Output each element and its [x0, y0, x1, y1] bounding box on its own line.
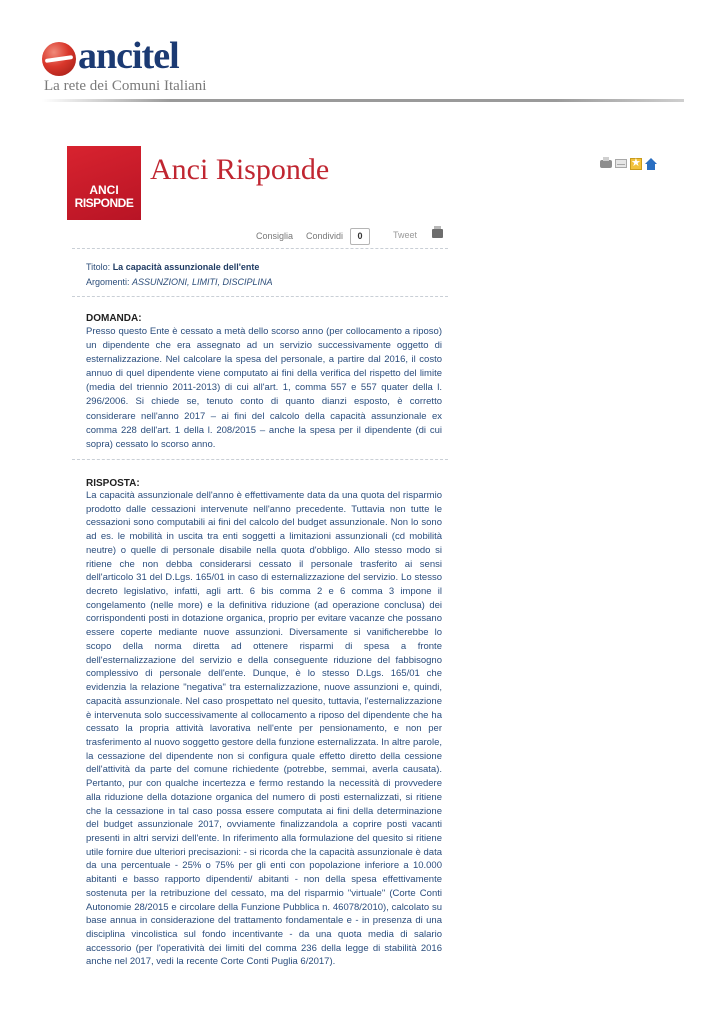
risposta-text [86, 489, 442, 969]
mail-icon[interactable] [615, 159, 627, 168]
domanda-heading: DOMANDA: [86, 313, 142, 324]
article-title-line [86, 262, 259, 272]
badge-line2: RISPONDE [74, 196, 134, 210]
home-icon[interactable] [645, 158, 658, 170]
print-icon[interactable] [600, 160, 612, 168]
divider [72, 459, 448, 460]
banner-title: Anci Risponde [150, 153, 330, 186]
condividi-button[interactable]: Condividi [306, 231, 344, 241]
print-article-icon[interactable] [432, 229, 443, 238]
risposta-heading: RISPOSTA: [86, 478, 140, 489]
domanda-text [86, 325, 442, 452]
titolo-label: Titolo: [86, 262, 113, 272]
article-topics: ASSUNZIONI, LIMITI, DISCIPLINA [132, 277, 273, 287]
tweet-button[interactable]: Tweet [393, 230, 418, 240]
article-title: La capacità assunzionale dell'ente [112, 262, 260, 272]
ancitel-globe-icon [42, 42, 76, 76]
page-toolbar [600, 158, 660, 172]
argomenti-label: Argomenti: [86, 277, 133, 287]
article-topics-line [86, 277, 273, 287]
favorite-icon[interactable] [630, 158, 642, 170]
header-divider [42, 99, 684, 102]
ancitel-logo[interactable] [42, 35, 222, 100]
logo-tagline: La rete dei Comuni Italiani [44, 78, 207, 94]
badge-line1: ANCI [89, 183, 119, 197]
logo-wordmark: ancitel [78, 35, 179, 77]
share-count-badge: 0 [350, 228, 370, 245]
risposta-paragraph: La capacità assunzionale dell'anno è effettivamente data da una quota del risparmio prodotto dalle cessazioni intervenute nell'anno precedente. Tuttavia non tutte le cessazioni sono computabili ai fini del calcolo del budget assunzionale. Non lo sono ad es. le mobilità in uscita tra enti soggetti a limitazioni assunzionali (cd mobilità neutre) o quelle di personale disabile nella quota d'obbligo. Allo stesso modo si ritiene che non debba considerarsi cessato il personale trasferito ai sensi dell'articolo 31 del D.Lgs. 165/01 in caso di esternalizzazione del servizio. Lo stesso decreto legislativo, infatti, agli artt. 6 bis comma 2 e 6 comma 3 impone il congelamento (nelle more) e la definitiva riduzione (ad operazione conclusa) dei corrispondenti posti in dotazione organica, proprio per evitare vacanze che possano essere coperte mediante nuove assunzioni. Diversamente si vanificherebbe lo scopo della norma diretta ad ottenere risparmi di spesa a fronte dell'esternalizzazione del servizio e della conseguente riduzione del fabbisogno complessivo di personale dell'ente. Dunque, è lo stesso D.Lgs. 165/01 che evidenzia la relazione "negativa" tra esternalizzazione, nuove assunzioni e, quindi, capacità assunzionale. Nel caso prospettato nel quesito, tuttavia, l'esternalizzazione è intervenuta solo successivamente al collocamento a riposo del dipendente che ha cessato la propria attività lavorativa nell'ente per pensionamento, e non per trasferimento al nuovo soggetto gestore della funzione esternalizzata. In altre parole, la cessazione del dipendente non si configura quale effetto diretto della cessione dell'attività da parte del comune richiedente (potrebbe, semmai, averla causata). Pertanto, pur con qualche incertezza e fermo restando la necessità di provvedere alla riduzione della dotazione organica del numero di posti esternalizzati, si ritiene che la cessazione in tal caso possa essere computata ai fini della determinazione del budget assunzionale 2017, ovviamente finalizzandola a coprire posti vacanti presenti in altri servizi dell'ente. In riferimento alla formulazione del quesito si ritiene utile fornire due ulteriori precisazioni: - si ricorda che la capacità assunzionale è data da una percentuale - 25% o 75% per gli enti con popolazione inferiore a 10.000 abitanti e basso rapporto dipendenti/ abitanti - non della spesa effettivamente sostenuta per la retribuzione del cessato, ma del risparmio "virtuale" (Corte Conti Autonomie 28/2015 e circolare della Funzione Pubblica n. 46078/2010), calcolato su base annua in considerazione del trattamento fondamentale e - in presenza di una disciplina vincolistica sul fondo incentivante - da una quota media di salario accessorio (per l'operatività dei limiti del comma 236 della legge di stabilità 2016 anche nel 2017, vedi la recente Corte Conti Puglia 6/2017). [86, 490, 442, 968]
consiglia-button[interactable]: Consiglia [256, 231, 294, 241]
domanda-paragraph: Presso questo Ente è cessato a metà dello scorso anno (per collocamento a riposo) un dipendente che era assegnato ad un servizio successivamente oggetto di esternalizzazione. Nel calcolare la spesa del personale, a partire dal 2016, il costo annuo di quel dipendente viene computato ai fini della verifica del rispetto del limite (media del triennio 2011-2013) di cui all'art. 1, comma 557 e 557 quater della l. 296/2006. Si chiede se, tenuto conto di quanto dianzi esposto, è corretto considerare nell'anno 2017 – ai fini del calcolo della capacità assunzionale ex comma 228 dell'art. 1 della l. 208/2015 – anche la spesa per il dipendente (di cui sopra) cessato lo scorso anno. [86, 326, 442, 450]
anci-risponde-badge [67, 146, 141, 220]
divider [72, 296, 448, 297]
divider [72, 248, 448, 249]
